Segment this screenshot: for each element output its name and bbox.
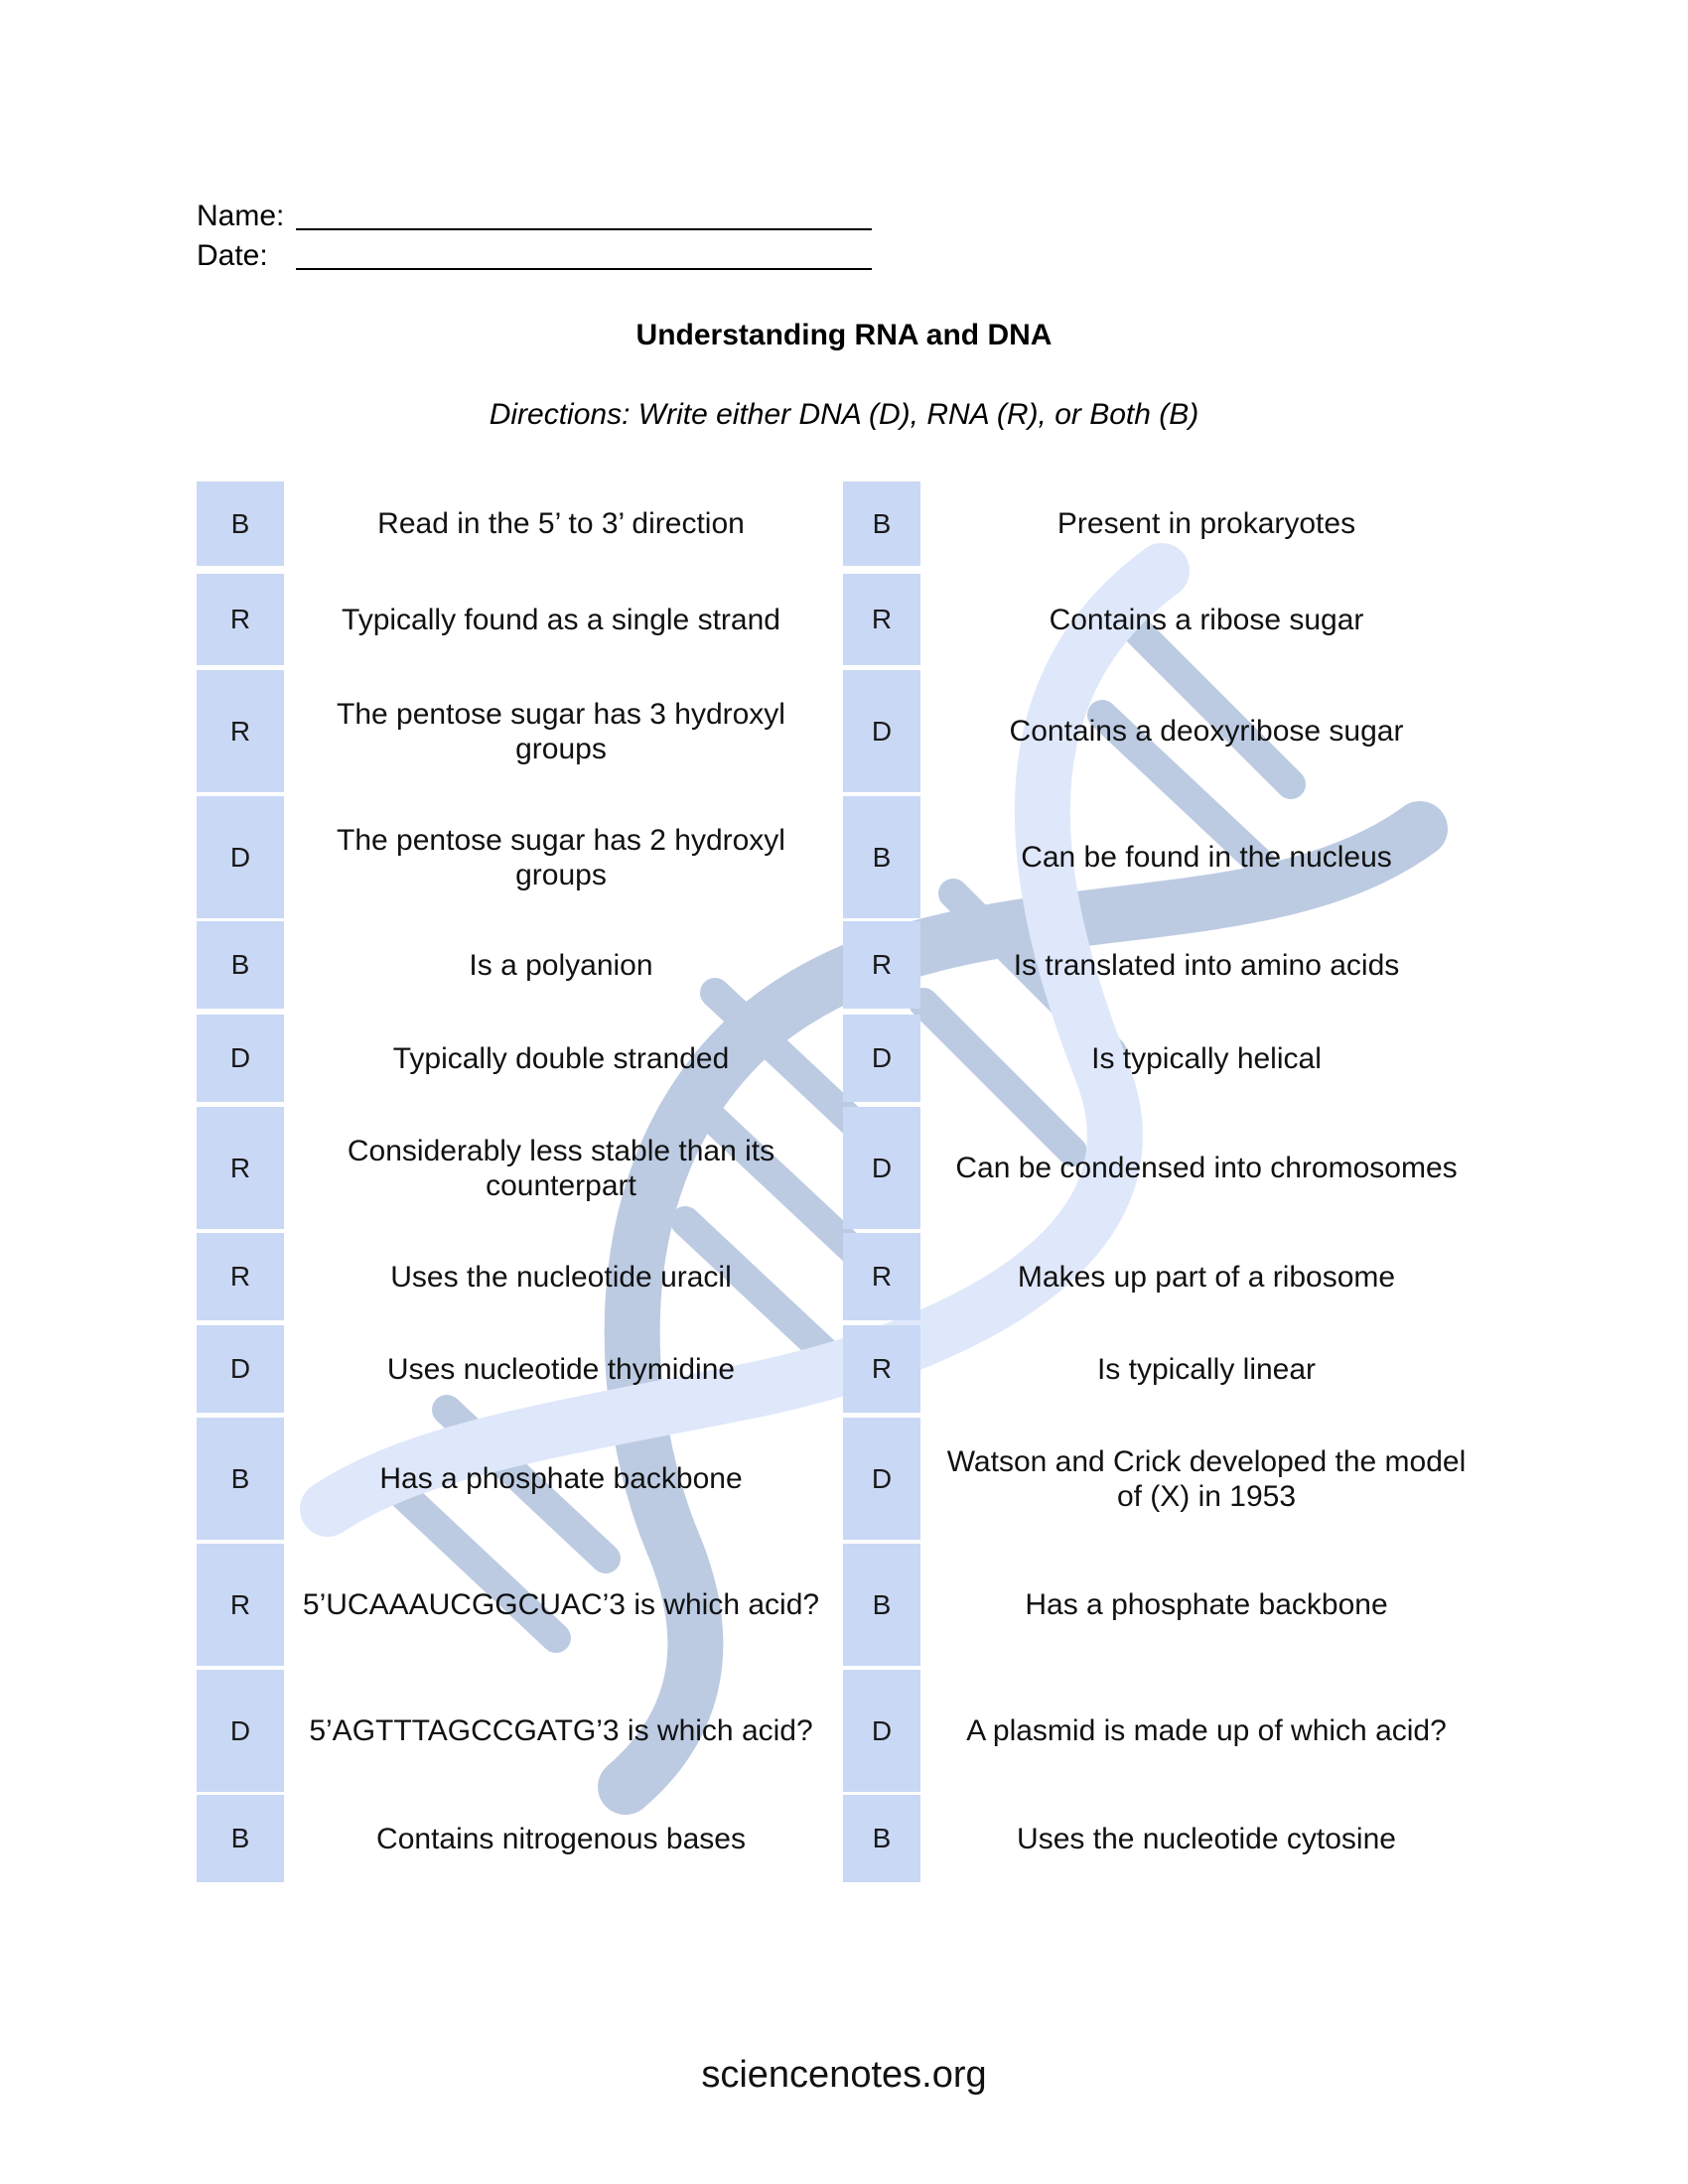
left-statement: Contains nitrogenous bases	[376, 1822, 746, 1855]
right-statement: Is translated into amino acids	[1013, 948, 1400, 982]
left-statement: Typically found as a single strand	[342, 603, 780, 636]
left-answer-cell[interactable]: D	[197, 1670, 284, 1792]
right-statement: A plasmid is made up of which acid?	[966, 1714, 1447, 1747]
right-question-row	[0, 670, 1688, 792]
right-statement: Watson and Crick developed the model of (X) in 1953	[946, 1444, 1467, 1513]
right-question-row	[0, 1670, 1688, 1792]
right-answer-cell[interactable]: R	[843, 1233, 920, 1320]
right-answer-cell[interactable]: B	[843, 1544, 920, 1666]
right-statement: Can be condensed into chromosomes	[955, 1152, 1458, 1184]
left-answer-cell[interactable]: B	[197, 481, 284, 566]
right-question-row	[0, 574, 1688, 665]
left-statement: Has a phosphate backbone	[379, 1462, 743, 1495]
left-answer-cell[interactable]: R	[197, 1233, 284, 1320]
right-question-row	[0, 1325, 1688, 1413]
right-statement: Uses the nucleotide cytosine	[1017, 1822, 1396, 1855]
left-statement: The pentose sugar has 2 hydroxyl groups	[337, 823, 785, 891]
right-answer-cell[interactable]: D	[843, 670, 920, 792]
left-answer-cell[interactable]: D	[197, 1015, 284, 1102]
right-answer-cell[interactable]: R	[843, 1325, 920, 1413]
right-question-row	[0, 1544, 1688, 1666]
left-statement: 5’AGTTTAGCCGATG’3 is which acid?	[309, 1714, 813, 1747]
right-statement: Has a phosphate backbone	[1025, 1588, 1388, 1621]
worksheet-title: Understanding RNA and DNA	[635, 319, 1053, 351]
left-answer-cell[interactable]: R	[197, 1107, 284, 1229]
left-answer-cell[interactable]: R	[197, 1544, 284, 1666]
right-answer-cell[interactable]: B	[843, 796, 920, 918]
right-answer-cell[interactable]: B	[843, 1795, 920, 1882]
left-answer-cell[interactable]: B	[197, 1795, 284, 1882]
name-label: Name:	[197, 200, 285, 232]
right-question-row	[0, 1107, 1688, 1229]
left-statement: Typically double stranded	[392, 1041, 730, 1075]
worksheet-directions: Directions: Write either DNA (D), RNA (R), or Both (B)	[489, 398, 1199, 431]
right-answer-cell[interactable]: D	[843, 1015, 920, 1102]
right-answer-cell[interactable]: D	[843, 1418, 920, 1540]
right-answer-cell[interactable]: D	[843, 1107, 920, 1229]
date-label: Date:	[197, 239, 268, 272]
right-statement: Is typically linear	[1096, 1352, 1317, 1386]
left-statement: Uses the nucleotide uracil	[390, 1260, 732, 1294]
right-question-row	[0, 1233, 1688, 1320]
right-statement: Contains a ribose sugar	[1049, 603, 1364, 636]
right-answer-cell[interactable]: R	[843, 921, 920, 1009]
left-statement: The pentose sugar has 3 hydroxyl groups	[337, 697, 785, 765]
right-question-row	[0, 921, 1688, 1009]
right-statement: Can be found in the nucleus	[1021, 841, 1392, 874]
right-statement: Contains a deoxyribose sugar	[1009, 715, 1404, 748]
left-answer-cell[interactable]: R	[197, 574, 284, 665]
right-answer-cell[interactable]: R	[843, 574, 920, 665]
left-answer-cell[interactable]: D	[197, 1325, 284, 1413]
right-question-row	[0, 1015, 1688, 1102]
right-question-row	[0, 796, 1688, 918]
right-answer-cell[interactable]: D	[843, 1670, 920, 1792]
left-statement: Considerably less stable than its counterpart	[347, 1134, 775, 1202]
right-question-row	[0, 1418, 1688, 1540]
left-answer-cell[interactable]: R	[197, 670, 284, 792]
right-answer-cell[interactable]: B	[843, 481, 920, 566]
left-statement: Read in the 5’ to 3’ direction	[377, 507, 745, 540]
right-question-row	[0, 1795, 1688, 1882]
right-statement: Makes up part of a ribosome	[1017, 1260, 1396, 1294]
right-statement: Present in prokaryotes	[1056, 507, 1356, 540]
left-statement: Uses nucleotide thymidine	[386, 1352, 736, 1386]
left-answer-cell[interactable]: D	[197, 796, 284, 918]
left-statement: 5’UCAAAUCGGCUAC’3 is which acid?	[302, 1588, 820, 1621]
right-statement: Is typically helical	[1091, 1041, 1322, 1075]
right-question-row	[0, 481, 1688, 566]
left-statement: Is a polyanion	[469, 948, 653, 982]
left-answer-cell[interactable]: B	[197, 921, 284, 1009]
left-answer-cell[interactable]: B	[197, 1418, 284, 1540]
footer-site-name: sciencenotes.org	[701, 2054, 987, 2096]
